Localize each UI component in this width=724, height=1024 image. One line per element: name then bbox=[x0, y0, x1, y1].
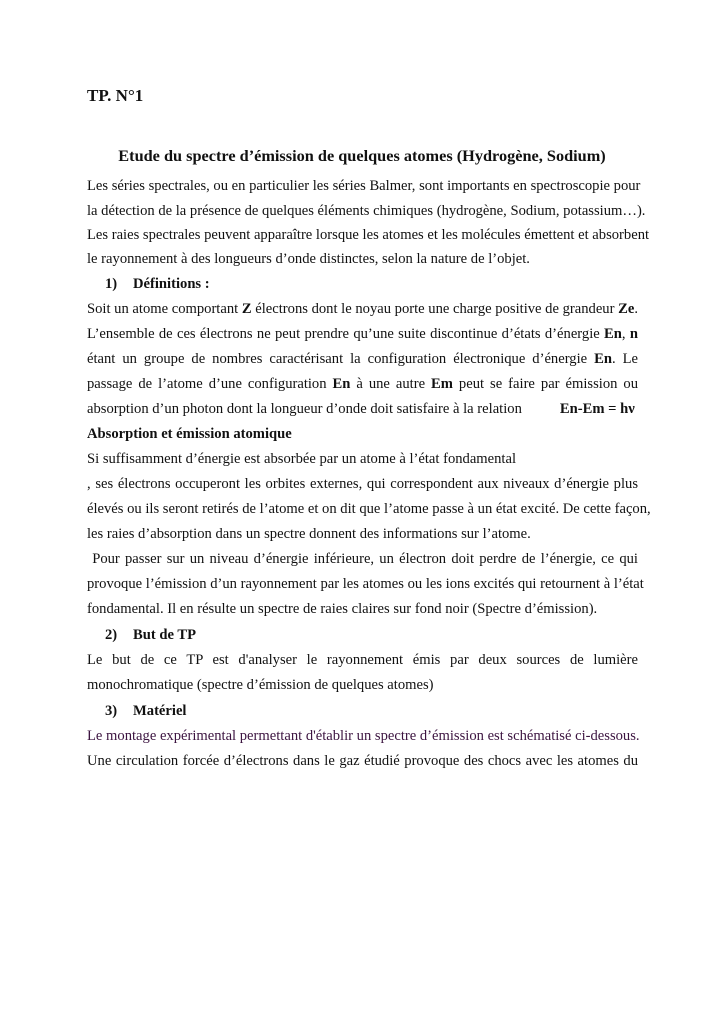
absorption-line-3: élevés ou ils seront retirés de l’atome et on dit que l’atome passe à un état excité. De cette façon, bbox=[87, 501, 651, 517]
definition-line-1: Soit un atome comportant Z électrons dont le noyau porte une charge positive de grandeur Ze. bbox=[87, 301, 638, 317]
section-1-title: Définitions : bbox=[133, 276, 210, 292]
definition-line-2: L’ensemble de ces électrons ne peut prendre qu’une suite discontinue d’états d’énergie En, n bbox=[87, 326, 638, 342]
definition-line-5: absorption d’un photon dont la longueur d’onde doit satisfaire à la relation En-Em = hν bbox=[87, 401, 635, 417]
section-2-title: But de TP bbox=[133, 627, 196, 643]
absorption-line-2: , ses électrons occuperont les orbites externes, qui correspondent aux niveaux d’énergie plus bbox=[87, 476, 638, 492]
materiel-line-2: Une circulation forcée d’électrons dans le gaz étudié provoque des chocs avec les atomes du bbox=[87, 753, 638, 769]
absorption-line-1: Si suffisamment d’énergie est absorbée par un atome à l’état fondamental bbox=[87, 451, 517, 467]
intro-line-4: le rayonnement à des longueurs d’onde distinctes, selon la nature de l’objet. bbox=[87, 251, 530, 267]
section-3-number: 3) bbox=[105, 703, 118, 719]
absorption-line-4: les raies d’absorption dans un spectre donnent des informations sur l’atome. bbox=[87, 526, 531, 542]
absorption-line-7: fondamental. Il en résulte un spectre de raies claires sur fond noir (Spectre d’émission). bbox=[87, 601, 598, 617]
intro-line-3: Les raies spectrales peuvent apparaître lorsque les atomes et les molécules émettent et absorbent bbox=[87, 227, 650, 243]
section-1-number: 1) bbox=[105, 276, 118, 292]
but-line-1: Le but de ce TP est d'analyser le rayonnement émis par deux sources de lumière bbox=[87, 652, 638, 668]
section-3-title: Matériel bbox=[133, 703, 187, 719]
absorption-line-6: provoque l’émission d’un rayonnement par les atomes ou les ions excités qui retournent à l’état bbox=[87, 576, 644, 592]
but-line-2: monochromatique (spectre d’émission de quelques atomes) bbox=[87, 677, 434, 693]
absorption-line-5: Pour passer sur un niveau d’énergie inférieure, un électron doit perdre de l’énergie, ce qui bbox=[87, 551, 638, 567]
intro-line-1: Les séries spectrales, ou en particulier les séries Balmer, sont importants en spectroscopie pour bbox=[87, 178, 641, 194]
doc-title: TP. N°1 bbox=[87, 86, 144, 105]
intro-line-2: la détection de la présence de quelques éléments chimiques (hydrogène, Sodium, potassium…). bbox=[87, 203, 646, 219]
definition-line-3: étant un groupe de nombres caractérisant la configuration électronique d’énergie En. Le bbox=[87, 351, 638, 367]
energy-relation-formula: En-Em = hν bbox=[559, 401, 635, 417]
definition-line-4: passage de l’atome d’une configuration En à une autre Em peut se faire par émission ou bbox=[87, 376, 638, 392]
absorption-emission-heading: Absorption et émission atomique bbox=[87, 426, 292, 442]
materiel-line-1: Le montage expérimental permettant d'établir un spectre d’émission est schématisé ci-dessous. bbox=[87, 728, 640, 744]
main-heading: Etude du spectre d’émission de quelques atomes (Hydrogène, Sodium) bbox=[118, 146, 606, 165]
section-2-number: 2) bbox=[105, 627, 118, 643]
